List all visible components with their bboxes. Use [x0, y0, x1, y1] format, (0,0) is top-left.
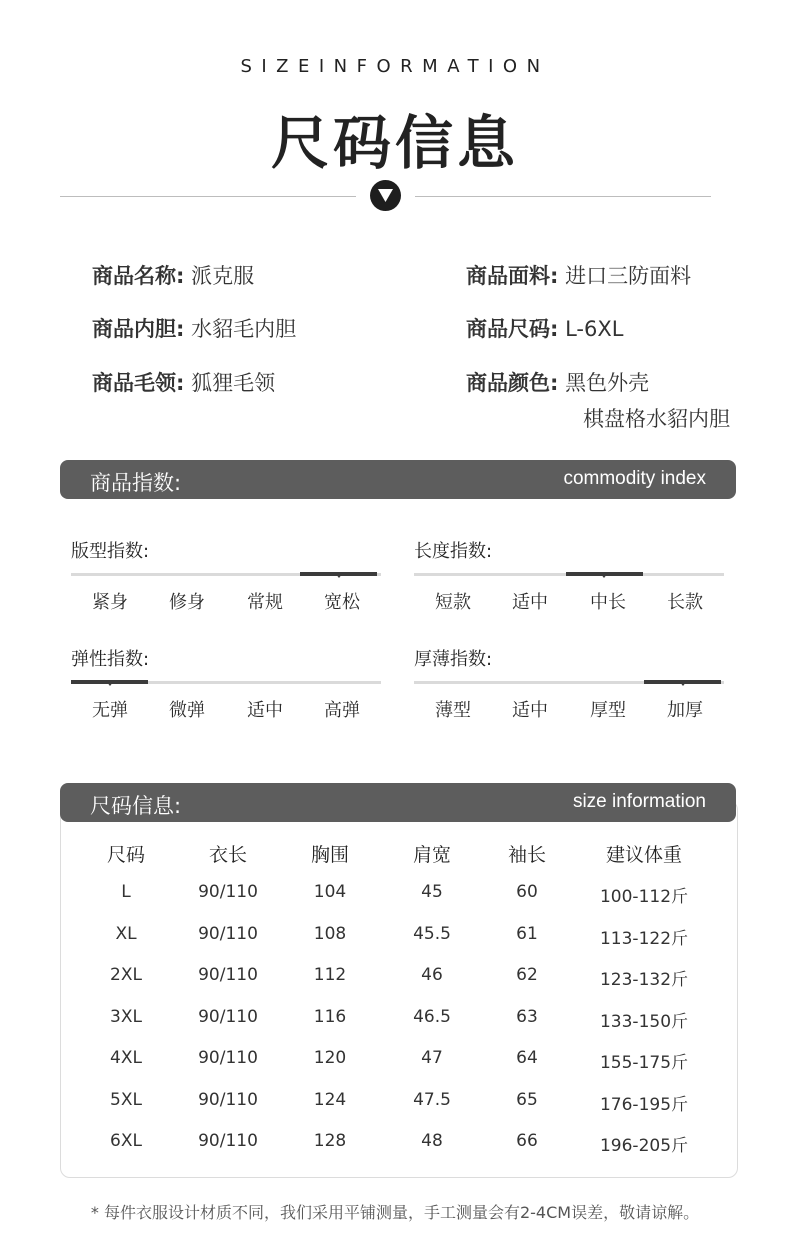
table-cell: 60 [516, 882, 538, 902]
table-cell: 116 [313, 1007, 347, 1027]
table-cell: 123-132斤 [599, 970, 689, 990]
table-cell: 47.5 [413, 1090, 451, 1110]
measurement-note: * 每件衣服设计材质不同，我们采用平铺测量，手工测量会有2-4CM误差，敬请谅解。 [90, 1203, 700, 1222]
table-cell: 3XL [110, 1007, 142, 1027]
table-cell: 45 [421, 882, 443, 902]
index-track [414, 681, 724, 684]
table-cell: 90/110 [198, 1048, 258, 1068]
info-collar [92, 367, 275, 397]
size-information-bar [60, 783, 736, 822]
index-track [71, 681, 381, 684]
info-value: 狐狸毛领 [191, 371, 276, 395]
info-size [466, 313, 623, 343]
table-cell: 90/110 [198, 924, 258, 944]
info-lining [92, 313, 296, 343]
divider-right [415, 196, 711, 197]
index-option: 微弹 [169, 700, 205, 721]
table-cell: 45.5 [413, 924, 451, 944]
index-option: 常规 [247, 592, 283, 613]
table-cell: 47 [421, 1048, 443, 1068]
index-option: 长款 [667, 592, 703, 613]
table-cell: 46 [421, 965, 443, 985]
table-cell: 6XL [110, 1131, 142, 1151]
table-cell: 90/110 [198, 1007, 258, 1027]
table-cell: L [121, 882, 131, 902]
index-label: 厚薄指数: [414, 649, 493, 670]
index-option-selected: 中长 [590, 592, 626, 613]
index-option: 厚型 [590, 700, 626, 721]
info-key: 商品尺码: [466, 317, 559, 341]
table-cell: 128 [313, 1131, 347, 1151]
index-option: 适中 [247, 700, 283, 721]
index-option: 修身 [169, 592, 205, 613]
index-marker [335, 573, 343, 578]
index-marker [679, 681, 687, 686]
table-cell: 66 [516, 1131, 538, 1151]
index-option: 短款 [435, 592, 471, 613]
info-value: 进口三防面料 [565, 264, 692, 288]
table-cell: 112 [313, 965, 347, 985]
table-cell: 196-205斤 [599, 1136, 689, 1156]
index-label: 长度指数: [414, 541, 493, 562]
table-cell: 176-195斤 [599, 1095, 689, 1115]
bar-subtitle: size information [572, 791, 706, 812]
table-cell: 48 [421, 1131, 443, 1151]
info-fabric [466, 260, 691, 290]
table-header-cell: 衣长 [208, 844, 247, 866]
table-header-cell: 袖长 [507, 844, 546, 866]
table-cell: 120 [313, 1048, 347, 1068]
table-cell: 90/110 [198, 1090, 258, 1110]
table-cell: 104 [313, 882, 347, 902]
table-header-cell: 建议体重 [605, 844, 682, 866]
table-cell: 100-112斤 [599, 887, 689, 907]
index-option: 适中 [512, 700, 548, 721]
info-key: 商品面料: [466, 264, 559, 288]
info-value: 派克服 [191, 264, 255, 288]
index-option-selected: 宽松 [324, 592, 360, 613]
table-cell: 63 [516, 1007, 538, 1027]
info-key: 商品毛领: [92, 371, 185, 395]
table-cell: 90/110 [198, 1131, 258, 1151]
info-value: 水貂毛内胆 [191, 317, 297, 341]
info-key: 商品颜色: [466, 371, 559, 395]
index-option: 紧身 [92, 592, 128, 613]
table-cell: 65 [516, 1090, 538, 1110]
index-track [71, 573, 381, 576]
index-label: 弹性指数: [71, 649, 150, 670]
bar-title: 商品指数: [90, 471, 182, 495]
english-subtitle: SIZEINFORMATION [240, 56, 550, 77]
table-cell: 155-175斤 [599, 1053, 689, 1073]
table-cell: 5XL [110, 1090, 142, 1110]
chevron-down-circle-icon [370, 180, 401, 211]
info-name [92, 260, 254, 290]
page-title: 尺码信息 [270, 109, 519, 177]
info-key: 商品内胆: [92, 317, 185, 341]
table-cell: 62 [516, 965, 538, 985]
table-cell: 124 [313, 1090, 347, 1110]
index-marker [106, 681, 114, 686]
index-track [414, 573, 724, 576]
table-header-cell: 肩宽 [412, 844, 451, 866]
commodity-index-bar [60, 460, 736, 499]
table-cell: 133-150斤 [599, 1012, 689, 1032]
info-value: 黑色外壳 [565, 371, 650, 395]
table-cell: 46.5 [413, 1007, 451, 1027]
index-option-selected: 加厚 [667, 700, 703, 721]
table-header-cell: 胸围 [310, 844, 349, 866]
table-cell: 108 [313, 924, 347, 944]
index-option: 适中 [512, 592, 548, 613]
table-cell: 90/110 [198, 965, 258, 985]
index-option-selected: 无弹 [92, 700, 128, 721]
index-marker [600, 573, 608, 578]
table-cell: 2XL [110, 965, 142, 985]
info-color-line2: 棋盘格水貂内胆 [583, 407, 730, 431]
table-cell: 90/110 [198, 882, 258, 902]
index-label: 版型指数: [71, 541, 150, 562]
bar-subtitle: commodity index [563, 468, 706, 489]
info-color [466, 367, 649, 397]
info-key: 商品名称: [92, 264, 185, 288]
bar-title: 尺码信息: [90, 794, 182, 818]
table-cell: 61 [516, 924, 538, 944]
table-cell: 113-122斤 [599, 929, 689, 949]
index-option: 薄型 [435, 700, 471, 721]
info-value: L-6XL [565, 317, 624, 341]
table-header-cell: 尺码 [106, 844, 145, 866]
table-cell: XL [115, 924, 137, 944]
table-cell: 4XL [110, 1048, 142, 1068]
divider-left [60, 196, 356, 197]
table-cell: 64 [516, 1048, 538, 1068]
index-option: 高弹 [324, 700, 360, 721]
